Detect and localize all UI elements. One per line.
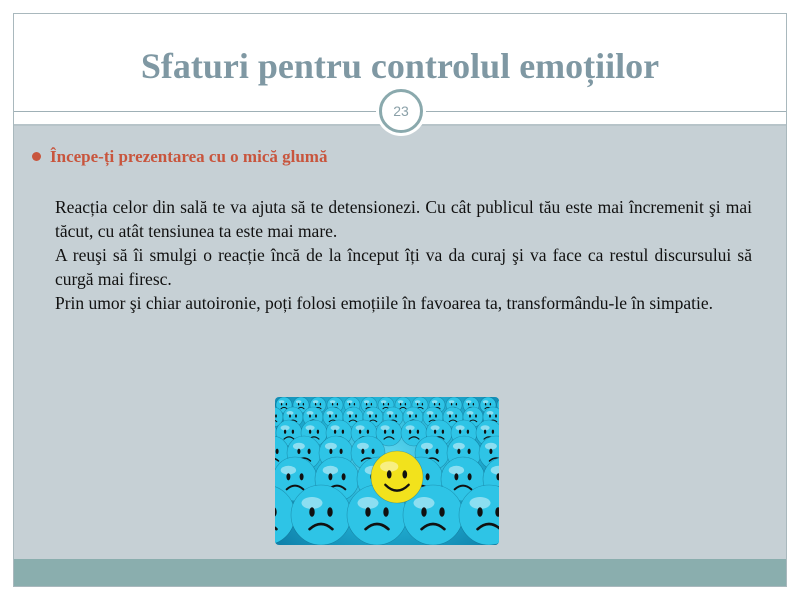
bullet-item — [32, 146, 752, 170]
page-number-badge: 23 — [379, 89, 423, 133]
bullet-dot-icon — [32, 152, 41, 161]
bullet-heading: Începe-ți prezentarea cu o mică glumă — [50, 147, 328, 166]
paragraph-1: Reacția celor din sală te va ajuta să te detensionezi. Cu cât publicul tău este mai încremenit şi mai tăcut, cu atât tensiunea ta este mai mare. — [55, 197, 752, 241]
paragraph-2: A reuşi să îi smulgi o reacție încă de la început îți va da curaj şi va face ca restul discursului să curgă mai firesc. — [55, 245, 752, 289]
emoji-crowd-illustration — [275, 397, 499, 545]
footer-band — [14, 559, 786, 586]
body-text — [55, 195, 752, 315]
slide-frame — [13, 13, 787, 587]
emoji-crowd-image — [275, 397, 499, 545]
paragraph-3: Prin umor şi chiar autoironie, poți folosi emoțiile în favoarea ta, transformându-le în simpatie. — [55, 293, 714, 313]
sad-face-icon — [291, 485, 351, 545]
happy-face-icon — [371, 451, 423, 503]
slide-title: Sfaturi pentru controlul emoțiilor — [140, 46, 660, 86]
